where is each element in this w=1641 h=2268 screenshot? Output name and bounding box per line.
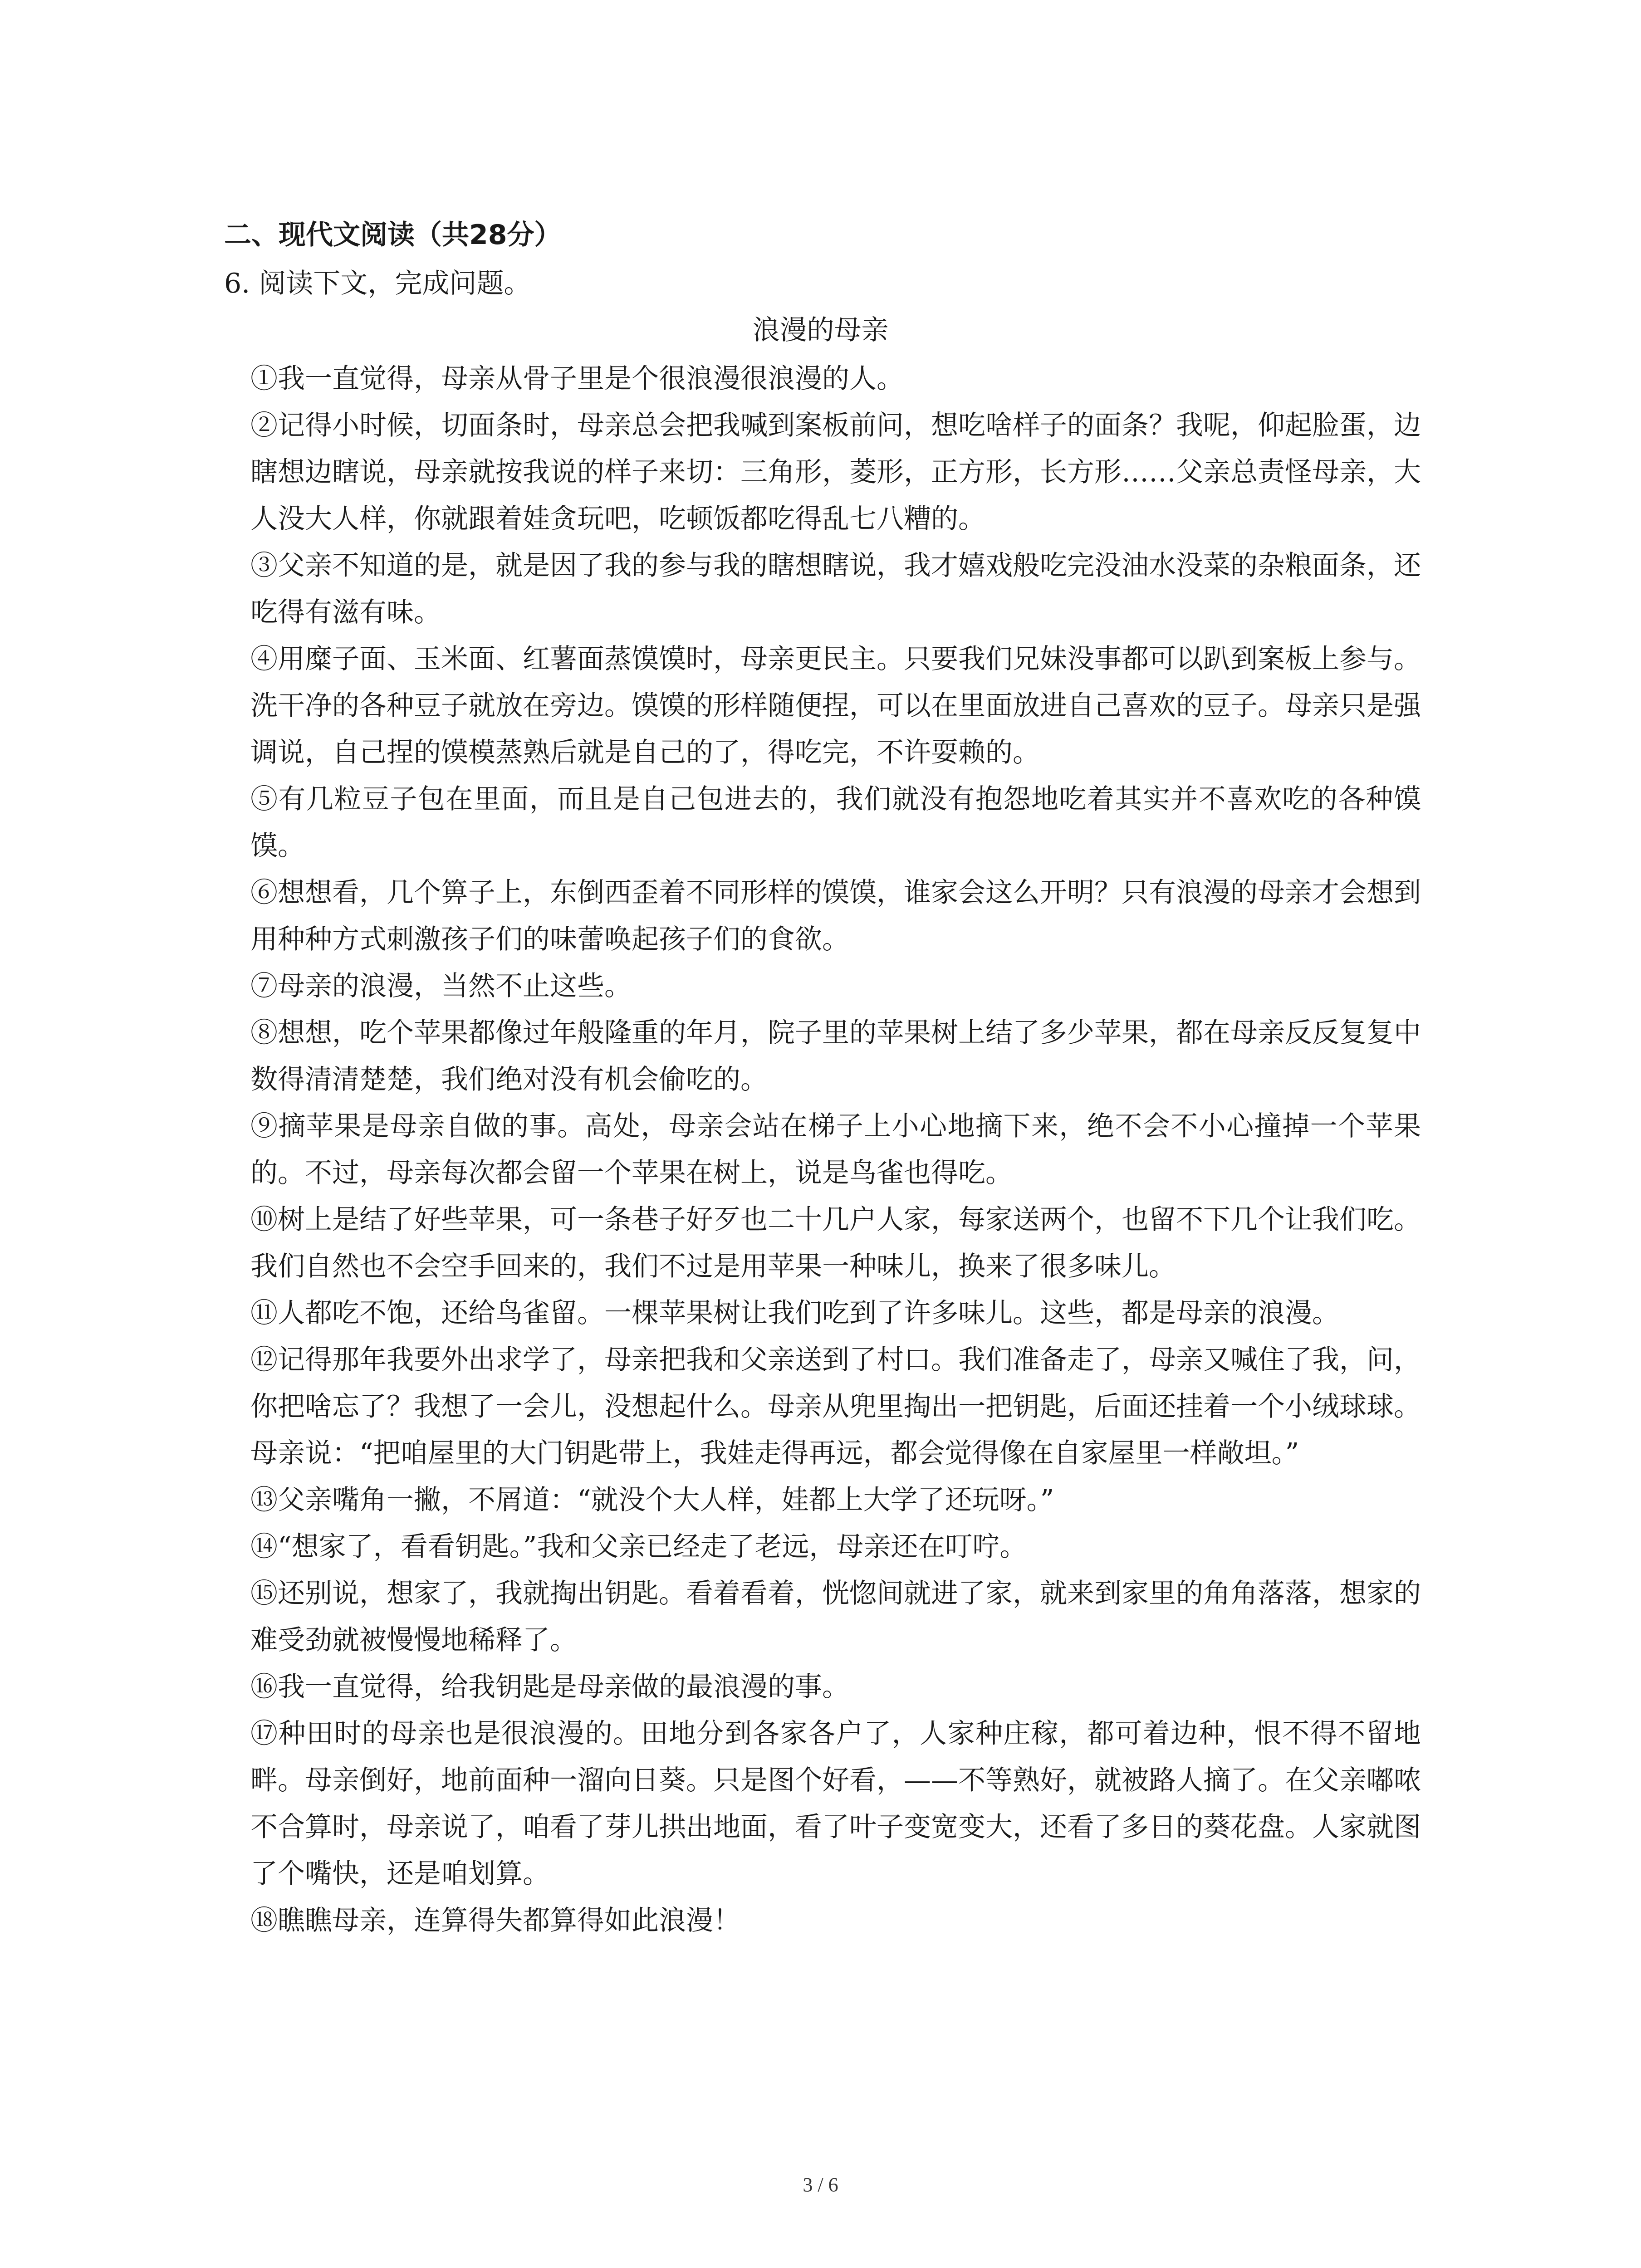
paragraph-13: ⑬父亲嘴角一撇，不屑道：“就没个大人样，娃都上大学了还玩呀。” bbox=[250, 1484, 1054, 1516]
paragraph-3: ③父亲不知道的是，就是因了我的参与我的瞎想瞎说，我才嬉戏般吃完没油水没菜的杂粮面条，还吃得有滋有味。 bbox=[250, 550, 1421, 628]
paragraph-18: ⑱瞧瞧母亲，连算得失都算得如此浪漫！ bbox=[250, 1905, 740, 1936]
page-number: 3 / 6 bbox=[803, 2174, 838, 2196]
article-body bbox=[250, 356, 1421, 1944]
question-prompt: 6. 阅读下文，完成问题。 bbox=[224, 268, 531, 299]
paragraph-5: ⑤有几粒豆子包在里面，而且是自己包进去的，我们就没有抱怨地吃着其实并不喜欢吃的各种馍馍。 bbox=[250, 783, 1421, 862]
paragraph-17: ⑰种田时的母亲也是很浪漫的。田地分到各家各户了，人家种庄稼，都可着边种，恨不得不留地畔。母亲倒好，地前面种一溜向日葵。只是图个好看，——不等熟好，就被路人摘了。在父亲嘟哝不合算时，母亲说了，咱看了芽儿拱出地面，看了叶子变宽变大，还看了多日的葵花盘。人家就图了个嘴快，还是咱划算。 bbox=[250, 1718, 1421, 1890]
article-title: 浪漫的母亲 bbox=[752, 314, 889, 346]
paragraph-11: ⑪人都吃不饱，还给鸟雀留。一棵苹果树让我们吃到了许多味儿。这些，都是母亲的浪漫。 bbox=[250, 1297, 1339, 1329]
paragraph-14: ⑭“想家了，看看钥匙。”我和父亲已经走了老远，母亲还在叮咛。 bbox=[250, 1531, 1027, 1563]
paragraph-8: ⑧想想，吃个苹果都像过年般隆重的年月，院子里的苹果树上结了多少苹果，都在母亲反反复复中数得清清楚楚，我们绝对没有机会偷吃的。 bbox=[250, 1017, 1421, 1095]
paragraph-1: ①我一直觉得，母亲从骨子里是个很浪漫很浪漫的人。 bbox=[250, 363, 904, 395]
paragraph-7: ⑦母亲的浪漫，当然不止这些。 bbox=[250, 970, 632, 1002]
section-heading: 二、现代文阅读（共28分） bbox=[224, 219, 562, 251]
paragraph-15: ⑮还别说，想家了，我就掏出钥匙。看着看着，恍惚间就进了家，就来到家里的角角落落，想家的难受劲就被慢慢地稀释了。 bbox=[250, 1578, 1421, 1656]
paragraph-12: ⑫记得那年我要外出求学了，母亲把我和父亲送到了村口。我们准备走了，母亲又喊住了我，问，你把啥忘了？我想了一会儿，没想起什么。母亲从兜里掏出一把钥匙，后面还挂着一个小绒球球。母亲说：“把咱屋里的大门钥匙带上，我娃走得再远，都会觉得像在自家屋里一样敞坦。” bbox=[250, 1344, 1421, 1469]
paragraph-6: ⑥想想看，几个箅子上，东倒西歪着不同形样的馍馍，谁家会这么开明？只有浪漫的母亲才会想到用种种方式刺激孩子们的味蕾唤起孩子们的食欲。 bbox=[250, 877, 1421, 955]
paragraph-2: ②记得小时候，切面条时，母亲总会把我喊到案板前问，想吃啥样子的面条？我呢，仰起脸蛋，边瞎想边瞎说，母亲就按我说的样子来切：三角形，菱形，正方形，长方形……父亲总责怪母亲，大人没大人样，你就跟着娃贪玩吧，吃顿饭都吃得乱七八糟的。 bbox=[250, 410, 1421, 535]
paragraph-4: ④用糜子面、玉米面、红薯面蒸馍馍时，母亲更民主。只要我们兄妹没事都可以趴到案板上参与。洗干净的各种豆子就放在旁边。馍馍的形样随便捏，可以在里面放进自己喜欢的豆子。母亲只是强调说，自己捏的馍模蒸熟后就是自己的了，得吃完，不许耍赖的。 bbox=[250, 643, 1421, 768]
paragraph-16: ⑯我一直觉得，给我钥匙是母亲做的最浪漫的事。 bbox=[250, 1671, 849, 1703]
paragraph-10: ⑩树上是结了好些苹果，可一条巷子好歹也二十几户人家，每家送两个，也留不下几个让我们吃。我们自然也不会空手回来的，我们不过是用苹果一种味儿，换来了很多味儿。 bbox=[250, 1204, 1421, 1282]
paragraph-9: ⑨摘苹果是母亲自做的事。高处，母亲会站在梯子上小心地摘下来，绝不会不小心撞掉一个苹果的。不过，母亲每次都会留一个苹果在树上，说是鸟雀也得吃。 bbox=[250, 1110, 1421, 1189]
